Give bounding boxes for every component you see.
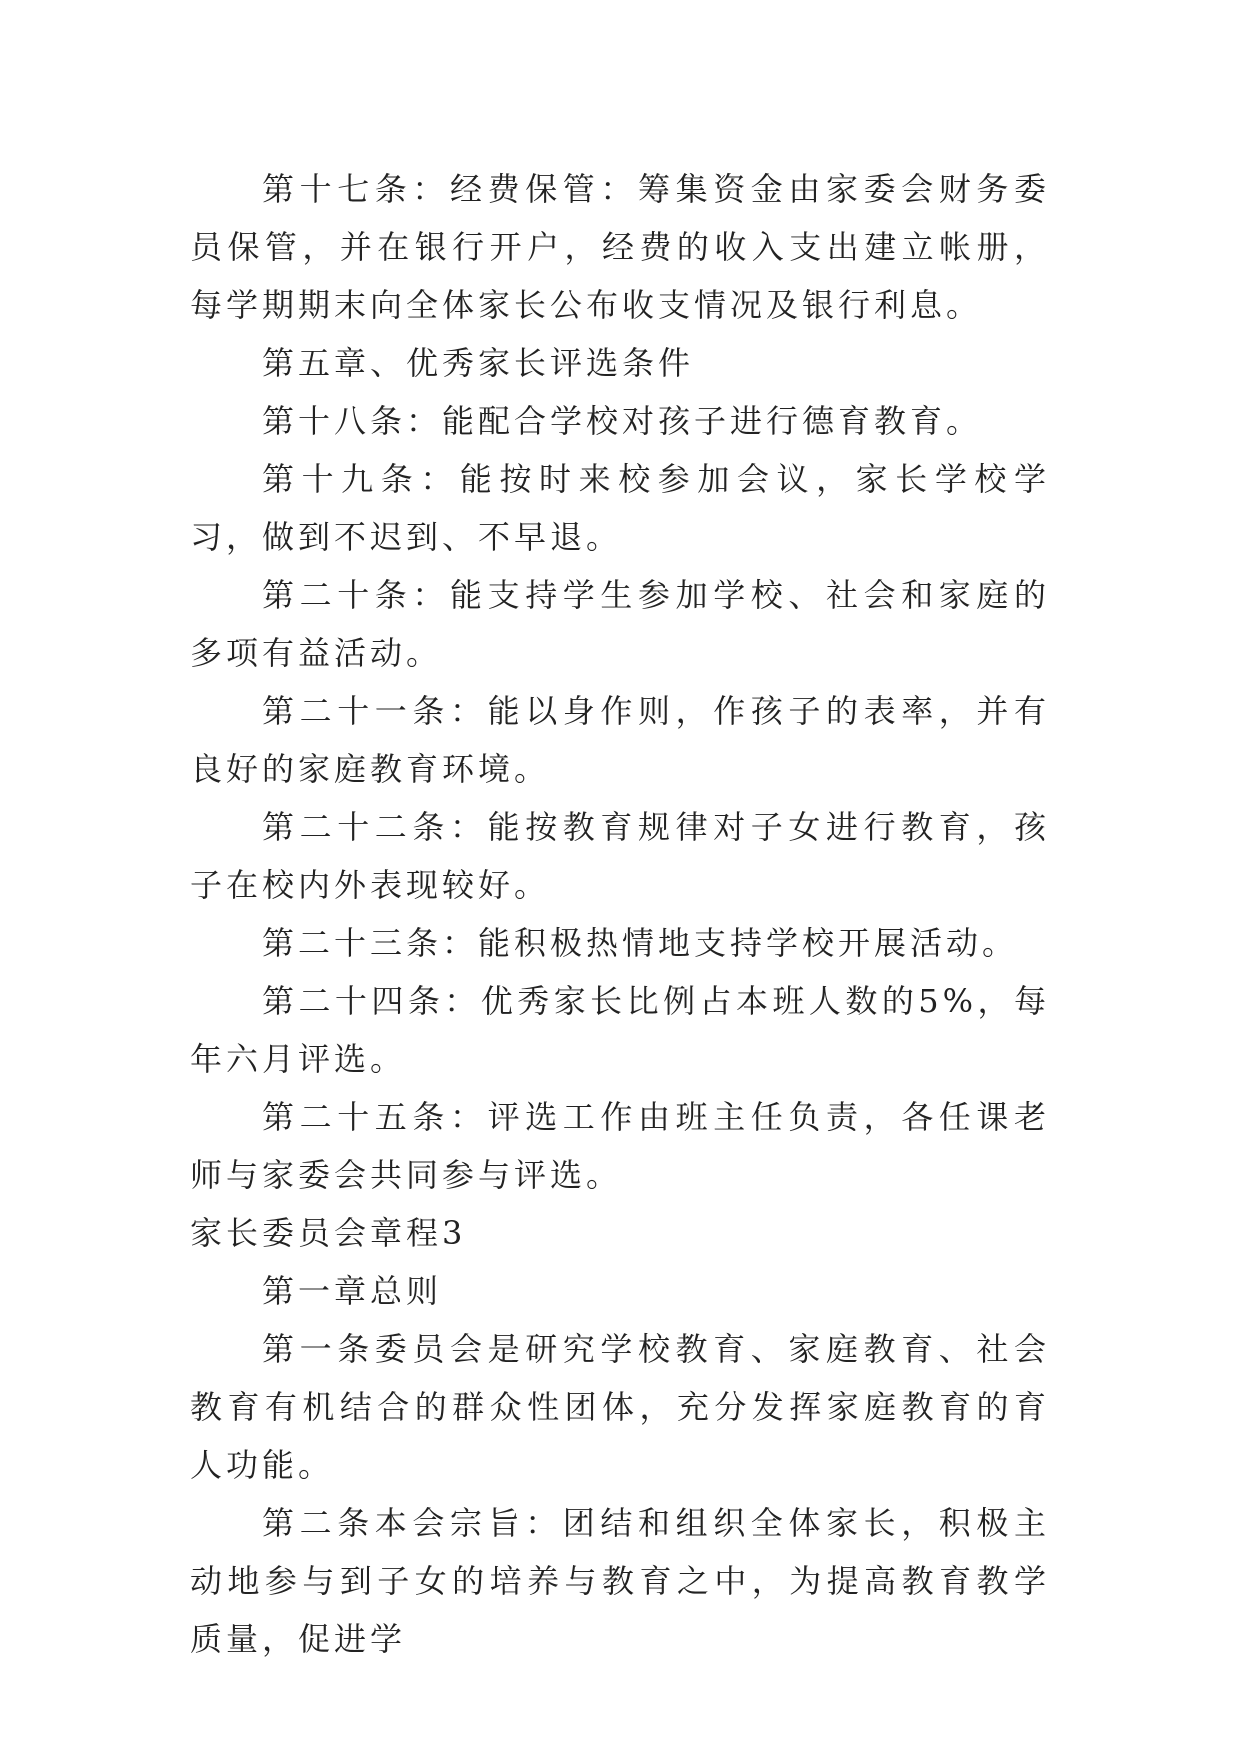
paragraph-article-20: 第二十条：能支持学生参加学校、社会和家庭的多项有益活动。 xyxy=(190,576,1050,672)
paragraph-article-21: 第二十一条：能以身作则，作孩子的表率，并有良好的家庭教育环境。 xyxy=(190,692,1050,788)
chapter-one-heading: 第一章总则 xyxy=(262,1272,443,1310)
paragraph-article-2: 第二条本会宗旨：团结和组织全体家长，积极主动地参与到子女的培养与教育之中，为提高教育教学质量，促进学 xyxy=(190,1504,1050,1658)
document-body xyxy=(190,160,1050,1668)
chapter-five-heading: 第五章、优秀家长评选条件 xyxy=(262,344,695,382)
paragraph-article-18: 第十八条：能配合学校对孩子进行德育教育。 xyxy=(262,402,983,440)
paragraph-article-17: 第十七条：经费保管：筹集资金由家委会财务委员保管，并在银行开户，经费的收入支出建立帐册，每学期期末向全体家长公布收支情况及银行利息。 xyxy=(190,170,1050,324)
paragraph-article-22: 第二十二条：能按教育规律对子女进行教育，孩子在校内外表现较好。 xyxy=(190,808,1050,904)
paragraph-article-1: 第一条委员会是研究学校教育、家庭教育、社会教育有机结合的群众性团体，充分发挥家庭教育的育人功能。 xyxy=(190,1330,1050,1484)
paragraph-article-25: 第二十五条：评选工作由班主任负责，各任课老师与家委会共同参与评选。 xyxy=(190,1098,1050,1194)
paragraph-article-24: 第二十四条：优秀家长比例占本班人数的5%，每年六月评选。 xyxy=(190,982,1050,1078)
section-title: 家长委员会章程3 xyxy=(190,1214,467,1252)
paragraph-article-19: 第十九条：能按时来校参加会议，家长学校学习，做到不迟到、不早退。 xyxy=(190,460,1050,556)
paragraph-article-23: 第二十三条：能积极热情地支持学校开展活动。 xyxy=(262,924,1019,962)
